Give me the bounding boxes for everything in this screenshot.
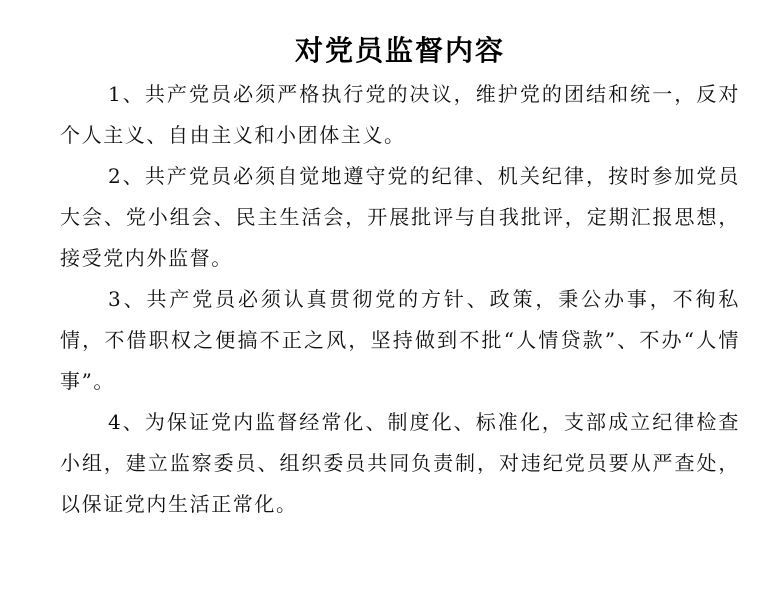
paragraph-1: 1、共产党员必须严格执行党的决议，维护党的团结和统一，反对个人主义、自由主义和小团体主义。 bbox=[60, 82, 740, 147]
paragraph-3: 3、共产党员必须认真贯彻党的方针、政策，秉公办事，不徇私情，不借职权之便搞不正之风，坚持做到不批“人情贷款”、不办“人情事”。 bbox=[60, 287, 740, 393]
paragraph-4: 4、为保证党内监督经常化、制度化、标准化，支部成立纪律检查小组，建立监察委员、组织委员共同负责制，对违纪党员要从严查处，以保证党内生活正常化。 bbox=[60, 410, 740, 516]
document-title: 对党员监督内容 bbox=[294, 34, 505, 67]
document-page bbox=[60, 28, 740, 525]
paragraph-2: 2、共产党员必须自觉地遵守党的纪律、机关纪律，按时参加党员大会、党小组会、民主生活会，开展批评与自我批评，定期汇报思想，接受党内外监督。 bbox=[60, 164, 740, 270]
